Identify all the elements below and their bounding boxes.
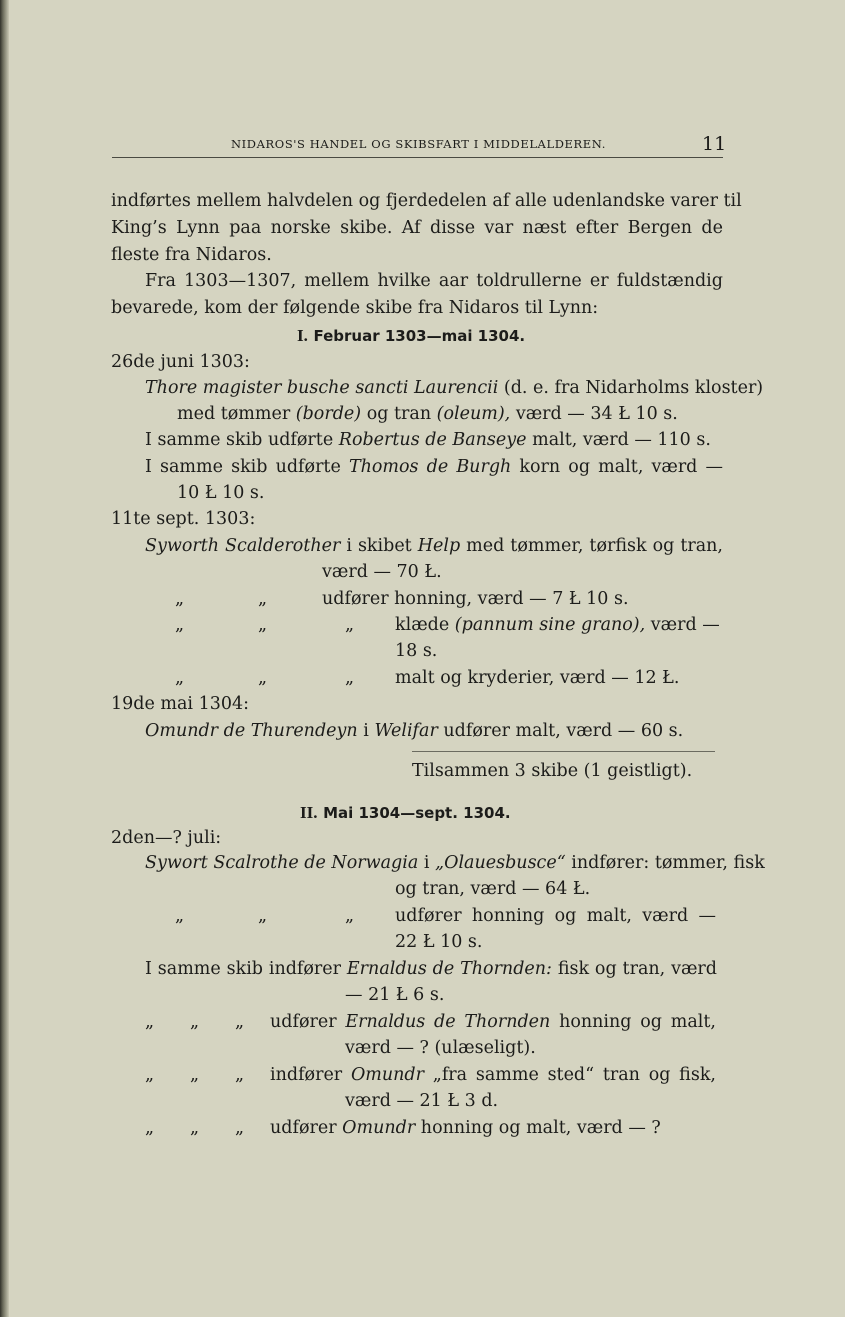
entry-9-text-b: indfører: tømmer, fisk — [571, 853, 765, 873]
ditto-mark: „ — [258, 906, 268, 926]
entry-12-text-a: udfører — [270, 1012, 337, 1032]
section-2-heading — [300, 802, 511, 824]
entry-13-name: Omundr — [350, 1065, 424, 1085]
entry-13-text-b: „fra samme sted“ tran og fisk, — [432, 1065, 716, 1085]
ditto-mark: „ — [175, 589, 185, 609]
entry-12-name: Ernaldus de Thornden — [345, 1012, 551, 1032]
section-2-title: Mai 1304—sept. 1304. — [323, 804, 511, 822]
ditto-mark: „ — [345, 615, 355, 635]
entry-8-name: Omundr de Thurendeyn — [145, 721, 358, 741]
page-edge-shadow — [0, 0, 9, 1317]
intro-line-2: King’s Lynn paa norske skibe. Af disse var næst efter Bergen de — [111, 218, 723, 238]
entry-1-text-b: og tran — [366, 404, 432, 424]
date-2: 11te sept. 1303: — [111, 509, 256, 529]
entry-4-name: Syworth Scalderother — [145, 536, 341, 556]
entry-12-line-1 — [270, 1011, 716, 1033]
entry-3-text-a: I samme skib udførte — [145, 457, 341, 477]
intro-line-1: indførtes mellem halvdelen og fjerdedelen af alle udenlandske varer til — [111, 191, 742, 211]
entry-8-ship: Welifar — [374, 721, 438, 741]
ditto-mark: „ — [235, 1065, 245, 1085]
entry-11-line-1 — [145, 958, 717, 980]
entry-10-line-2: 22 Ł 10 s. — [395, 932, 483, 952]
ditto-mark: „ — [190, 1065, 200, 1085]
ditto-mark: „ — [175, 906, 185, 926]
entry-13-line-2: værd — 21 Ł 3 d. — [345, 1091, 499, 1111]
entry-9-line-1 — [145, 852, 765, 874]
entry-6-latin: (pannum sine grano), — [454, 615, 646, 635]
section-1-heading — [297, 325, 525, 347]
entry-4-text-b: med tømmer, tørfisk og tran, — [466, 536, 723, 556]
date-3: 19de mai 1304: — [111, 694, 250, 714]
section-2-numeral: II. — [300, 803, 318, 822]
entry-2-text-b: malt, værd — 110 s. — [532, 430, 711, 450]
entry-5: udfører honning, værd — 7 Ł 10 s. — [322, 589, 629, 609]
entry-1-value: værd — 34 Ł 10 s. — [515, 404, 678, 424]
ditto-mark: „ — [175, 615, 185, 635]
entry-13-text-a: indfører — [270, 1065, 343, 1085]
intro-line-5: bevarede, kom der følgende skibe fra Nidaros til Lynn: — [111, 298, 599, 318]
entry-9-text-a: i — [423, 853, 430, 873]
date-1: 26de juni 1303: — [111, 352, 250, 372]
entry-4-ship: Help — [417, 536, 461, 556]
ditto-mark: „ — [345, 668, 355, 688]
ditto-mark: „ — [235, 1118, 245, 1138]
entry-10-line-1: udfører honning og malt, værd — — [395, 906, 716, 926]
ditto-mark: „ — [258, 668, 268, 688]
entry-6-text-b: værd — — [650, 615, 720, 635]
entry-2-name: Robertus de Banseye — [338, 430, 527, 450]
date-4: 2den—? juli: — [111, 828, 222, 848]
entry-14-name: Omundr — [342, 1118, 416, 1138]
intro-line-3: fleste fra Nidaros. — [111, 245, 272, 265]
ditto-mark: „ — [258, 589, 268, 609]
intro-line-4: Fra 1303—1307, mellem hvilke aar toldrullerne er fuldstændig — [145, 271, 723, 291]
entry-12-text-b: honning og malt, — [559, 1012, 716, 1032]
entry-6-line-2: 18 s. — [395, 641, 438, 661]
ditto-mark: „ — [145, 1118, 155, 1138]
entry-12-line-2: værd — ? (ulæseligt). — [345, 1038, 536, 1058]
entry-11-line-2: — 21 Ł 6 s. — [345, 985, 445, 1005]
entry-3-line-1 — [145, 456, 723, 478]
entry-4-line-2: værd — 70 Ł. — [322, 562, 442, 582]
entry-4-text-a: i skibet — [346, 536, 412, 556]
ditto-mark: „ — [190, 1118, 200, 1138]
ditto-mark: „ — [175, 668, 185, 688]
entry-1-line-1 — [145, 377, 764, 399]
entry-7: malt og kryderier, værd — 12 Ł. — [395, 668, 680, 688]
entry-6-line-1 — [395, 614, 720, 636]
entry-4-line-1 — [145, 535, 723, 557]
header-rule — [112, 157, 723, 158]
ditto-mark: „ — [345, 906, 355, 926]
entry-8-text-a: i — [363, 721, 369, 741]
entry-1-line-2 — [177, 403, 678, 425]
section-1-title: Februar 1303—mai 1304. — [313, 327, 526, 345]
entry-1-latin-b: (oleum), — [436, 404, 511, 424]
entry-3-name: Thomos de Burgh — [348, 457, 512, 477]
entry-1-note: (d. e. fra Nidarholms kloster) — [503, 378, 764, 398]
entry-1-name: Thore magister busche sancti Laurencii — [145, 378, 499, 398]
total-rule — [412, 751, 715, 752]
ditto-mark: „ — [145, 1065, 155, 1085]
ditto-mark: „ — [145, 1012, 155, 1032]
entry-3-text-b: korn og malt, værd — — [519, 457, 723, 477]
entry-8-text-b: udfører malt, værd — 60 s. — [443, 721, 684, 741]
entry-1-text-a: med tømmer — [177, 404, 291, 424]
entry-2 — [145, 429, 711, 451]
ditto-mark: „ — [190, 1012, 200, 1032]
entry-11-text-b: fisk og tran, værd — [557, 959, 717, 979]
entry-9-name: Sywort Scalrothe de Norwagia — [145, 853, 419, 873]
running-title: NIDAROS'S HANDEL OG SKIBSFART I MIDDELALDEREN. — [231, 137, 606, 151]
entry-14 — [270, 1117, 661, 1139]
ditto-mark: „ — [235, 1012, 245, 1032]
entry-8 — [145, 720, 683, 742]
entry-14-text-b: honning og malt, værd — ? — [420, 1118, 661, 1138]
entry-3-line-2: 10 Ł 10 s. — [177, 483, 265, 503]
entry-9-ship: „Olauesbusce“ — [435, 853, 566, 873]
entry-11-name: Ernaldus de Thornden: — [346, 959, 552, 979]
entry-1-latin-a: (borde) — [295, 404, 362, 424]
page-number: 11 — [702, 133, 727, 155]
ditto-mark: „ — [258, 615, 268, 635]
section-1-numeral: I. — [297, 326, 308, 345]
entry-13-line-1 — [270, 1064, 716, 1086]
entry-11-text-a: I samme skib indfører — [145, 959, 342, 979]
entry-9-line-2: og tran, værd — 64 Ł. — [395, 879, 591, 899]
entry-2-text-a: I samme skib udførte — [145, 430, 334, 450]
entry-6-text-a: klæde — [395, 615, 450, 635]
entry-14-text-a: udfører — [270, 1118, 337, 1138]
section-1-total: Tilsammen 3 skibe (1 geistligt). — [412, 761, 693, 781]
